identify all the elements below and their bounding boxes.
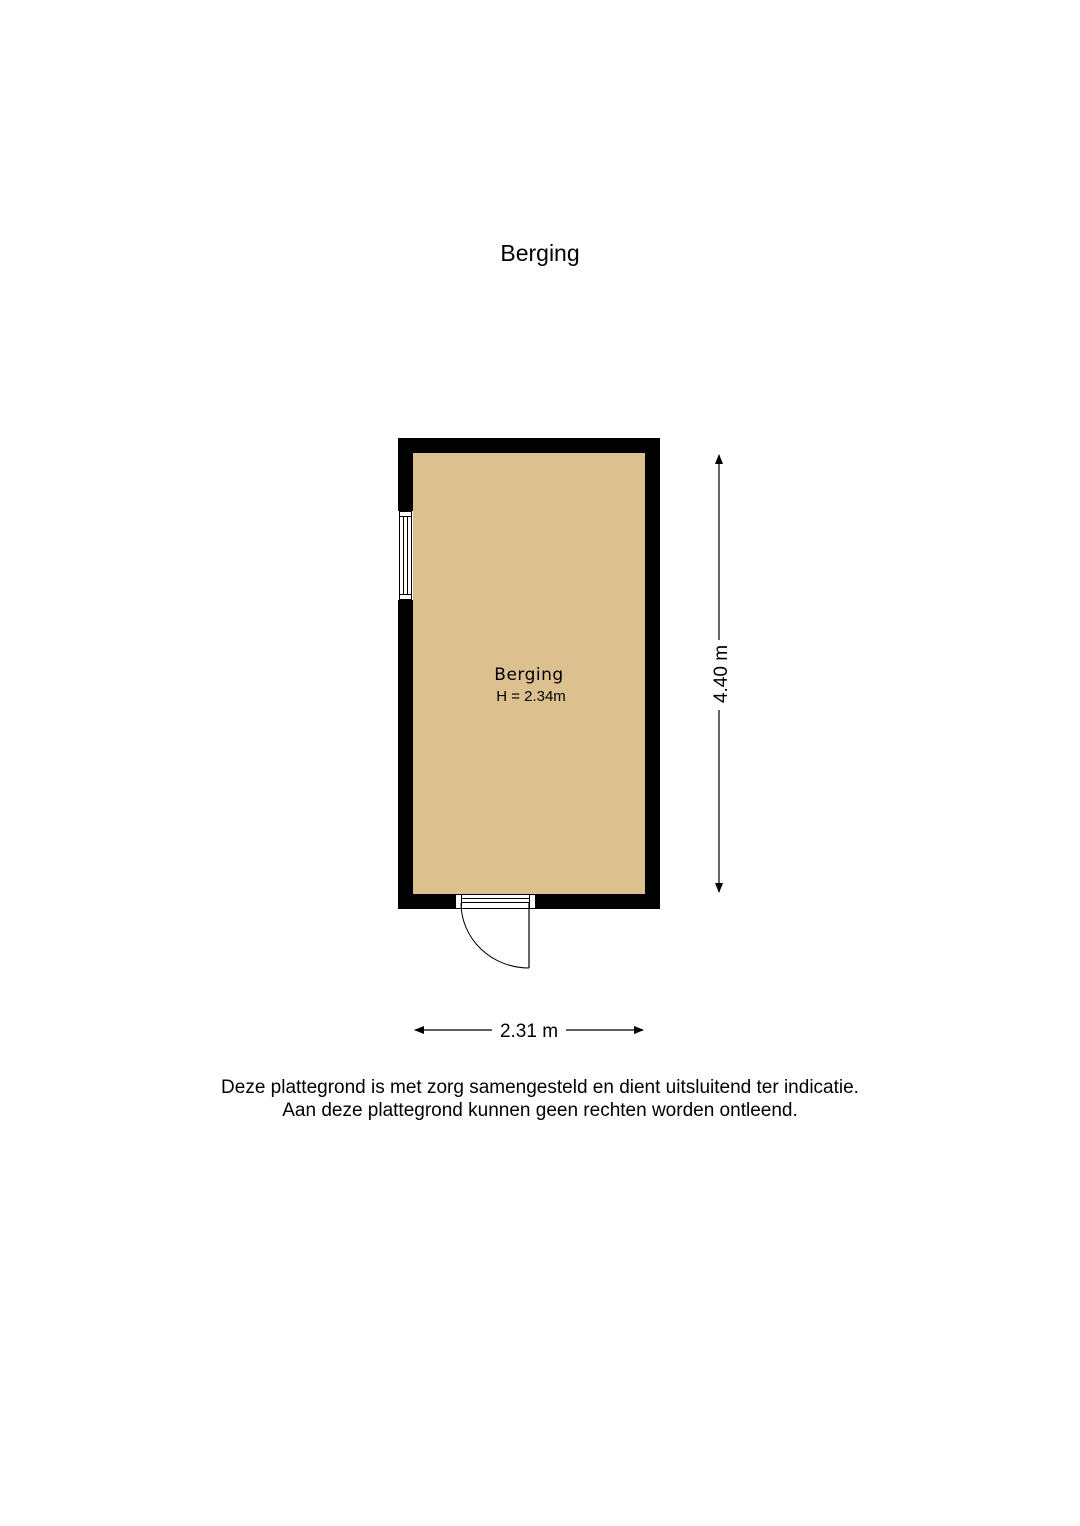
door-swing-arc: [461, 903, 529, 968]
wall-bottom-left: [398, 894, 455, 909]
window: [400, 512, 412, 600]
disclaimer: [0, 1076, 1080, 1122]
disclaimer-line-2: Aan deze plattegrond kunnen geen rechten worden ontleend.: [282, 1100, 798, 1121]
room-name: Berging: [494, 665, 564, 685]
wall-top: [398, 438, 660, 453]
wall-right: [645, 438, 660, 909]
width-label: 2.31 m: [499, 1021, 559, 1042]
wall-left-upper: [398, 438, 413, 511]
disclaimer-line-1: Deze plattegrond is met zorg samengesteld en dient uitsluitend ter indicatie.: [221, 1077, 859, 1098]
wall-bottom-right: [536, 894, 660, 909]
room-height: H = 2.34m: [496, 688, 566, 705]
depth-label: 4.40 m: [711, 644, 732, 704]
depth-dimension: [711, 455, 732, 892]
wall-left-lower: [398, 600, 413, 909]
door: [456, 895, 536, 969]
page-title: Berging: [500, 240, 580, 266]
width-dimension: [415, 1021, 643, 1042]
